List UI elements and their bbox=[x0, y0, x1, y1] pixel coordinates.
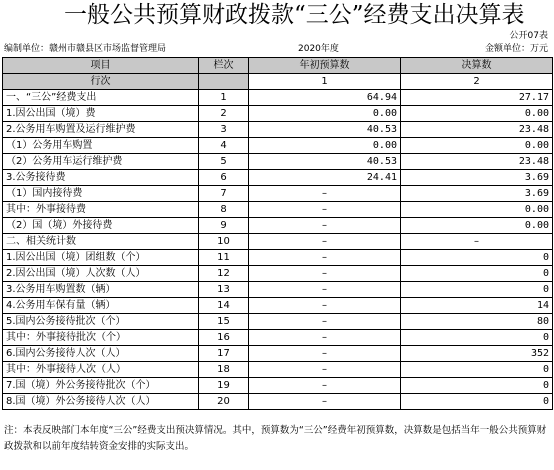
row-budget: – bbox=[249, 218, 401, 234]
row-budget: – bbox=[249, 298, 401, 314]
row-name: 6.国内公务接待人次（人） bbox=[3, 346, 199, 362]
table-row bbox=[3, 394, 553, 410]
row-num: 7 bbox=[199, 186, 249, 202]
row-final: 0 bbox=[401, 330, 553, 346]
row-final: 0.00 bbox=[401, 218, 553, 234]
row-name: 3.公务用车购置数（辆） bbox=[3, 282, 199, 298]
row-num: 13 bbox=[199, 282, 249, 298]
row-name: 1.因公出国（境）费 bbox=[3, 106, 199, 122]
table-row bbox=[3, 90, 553, 106]
table-row bbox=[3, 362, 553, 378]
row-num: 3 bbox=[199, 122, 249, 138]
row-name: （2）国（境）外接待费 bbox=[3, 218, 199, 234]
header-budget-num: 1 bbox=[249, 74, 401, 90]
row-final: 0 bbox=[401, 394, 553, 410]
table-row bbox=[3, 330, 553, 346]
row-num: 14 bbox=[199, 298, 249, 314]
table-row bbox=[3, 106, 553, 122]
row-num: 18 bbox=[199, 362, 249, 378]
row-budget: – bbox=[249, 346, 401, 362]
table-row bbox=[3, 202, 553, 218]
row-name: 7.国（境）外公务接待批次（个） bbox=[3, 378, 199, 394]
row-num: 16 bbox=[199, 330, 249, 346]
row-name: 一、“三公”经费支出 bbox=[3, 90, 199, 106]
row-budget: 64.94 bbox=[249, 90, 401, 106]
row-name: 3.公务接待费 bbox=[3, 170, 199, 186]
row-final: 27.17 bbox=[401, 90, 553, 106]
row-name: 1.因公出国（境）团组数（个） bbox=[3, 250, 199, 266]
row-name: 其中：外事接待批次（个） bbox=[3, 330, 199, 346]
row-budget: – bbox=[249, 394, 401, 410]
row-num: 15 bbox=[199, 314, 249, 330]
header-row-label: 行次 bbox=[3, 74, 199, 90]
row-num: 8 bbox=[199, 202, 249, 218]
row-final: 0 bbox=[401, 362, 553, 378]
row-budget: – bbox=[249, 186, 401, 202]
row-num: 5 bbox=[199, 154, 249, 170]
row-name: 5.国内公务接待批次（个） bbox=[3, 314, 199, 330]
table-row bbox=[3, 250, 553, 266]
header-col: 栏次 bbox=[199, 58, 249, 74]
row-budget: 40.53 bbox=[249, 154, 401, 170]
table-row bbox=[3, 122, 553, 138]
row-final: 80 bbox=[401, 314, 553, 330]
row-num: 11 bbox=[199, 250, 249, 266]
table-ref: 公开07表 bbox=[509, 31, 548, 41]
table-row bbox=[3, 346, 553, 362]
row-final: 23.48 bbox=[401, 154, 553, 170]
table-row bbox=[3, 218, 553, 234]
header-item: 项目 bbox=[3, 58, 199, 74]
row-num: 1 bbox=[199, 90, 249, 106]
table-row bbox=[3, 170, 553, 186]
row-budget: – bbox=[249, 202, 401, 218]
header-col-empty bbox=[199, 74, 249, 90]
row-final: 3.69 bbox=[401, 170, 553, 186]
row-num: 20 bbox=[199, 394, 249, 410]
row-budget: – bbox=[249, 314, 401, 330]
row-budget: 24.41 bbox=[249, 170, 401, 186]
row-final: – bbox=[401, 234, 553, 250]
row-num: 17 bbox=[199, 346, 249, 362]
page-title: 一般公共预算财政拨款“三公”经费支出决算表 bbox=[64, 2, 525, 28]
table-row bbox=[3, 138, 553, 154]
row-final: 23.48 bbox=[401, 122, 553, 138]
row-num: 12 bbox=[199, 266, 249, 282]
table-row bbox=[3, 298, 553, 314]
table-row bbox=[3, 154, 553, 170]
year-label: 2020年度 bbox=[298, 44, 339, 54]
row-num: 6 bbox=[199, 170, 249, 186]
row-final: 0 bbox=[401, 378, 553, 394]
money-unit-label: 金额单位：万元 bbox=[484, 44, 548, 54]
expense-table bbox=[2, 57, 553, 410]
table-row bbox=[3, 186, 553, 202]
row-budget: 0.00 bbox=[249, 138, 401, 154]
unit-label: 编制单位：赣州市赣县区市场监督管理局 bbox=[4, 44, 167, 54]
row-num: 2 bbox=[199, 106, 249, 122]
row-name: 其中：外事接待费 bbox=[3, 202, 199, 218]
row-name: 8.国（境）外公务接待人次（人） bbox=[3, 394, 199, 410]
header-final-num: 2 bbox=[401, 74, 553, 90]
row-budget: – bbox=[249, 282, 401, 298]
row-budget: – bbox=[249, 266, 401, 282]
row-final: 14 bbox=[401, 298, 553, 314]
row-name: （1）国内接待费 bbox=[3, 186, 199, 202]
row-name: （2）公务用车运行维护费 bbox=[3, 154, 199, 170]
footnote: 注：本表反映部门本年度“三公”经费支出预决算情况。其中，预算数为“三公”经费年初预算数，决算数是包括当年一般公共预算财政拨款和以前年度结转资金安排的实际支出。 bbox=[4, 425, 547, 452]
table-row bbox=[3, 234, 553, 250]
row-name: 2.因公出国（境）人次数（人） bbox=[3, 266, 199, 282]
row-budget: – bbox=[249, 378, 401, 394]
row-budget: – bbox=[249, 250, 401, 266]
row-final: 3.69 bbox=[401, 186, 553, 202]
table-row bbox=[3, 314, 553, 330]
row-final: 0 bbox=[401, 250, 553, 266]
header-row bbox=[3, 58, 553, 74]
row-final: 0.00 bbox=[401, 138, 553, 154]
row-final: 352 bbox=[401, 346, 553, 362]
row-budget: 0.00 bbox=[249, 106, 401, 122]
row-final: 0.00 bbox=[401, 202, 553, 218]
row-num: 10 bbox=[199, 234, 249, 250]
row-name: （1）公务用车购置 bbox=[3, 138, 199, 154]
row-final: 0 bbox=[401, 282, 553, 298]
header-final: 决算数 bbox=[401, 58, 553, 74]
row-name: 4.公务用车保有量（辆） bbox=[3, 298, 199, 314]
row-budget: 40.53 bbox=[249, 122, 401, 138]
row-budget: – bbox=[249, 362, 401, 378]
row-num: 19 bbox=[199, 378, 249, 394]
row-budget: – bbox=[249, 330, 401, 346]
table-row bbox=[3, 266, 553, 282]
row-num: 9 bbox=[199, 218, 249, 234]
row-final: 0 bbox=[401, 266, 553, 282]
row-budget: – bbox=[249, 234, 401, 250]
table-row bbox=[3, 282, 553, 298]
header-row-index bbox=[3, 74, 553, 90]
row-name: 其中：外事接待人次（人） bbox=[3, 362, 199, 378]
row-name: 二、相关统计数 bbox=[3, 234, 199, 250]
row-name: 2.公务用车购置及运行维护费 bbox=[3, 122, 199, 138]
row-final: 0.00 bbox=[401, 106, 553, 122]
row-num: 4 bbox=[199, 138, 249, 154]
header-budget: 年初预算数 bbox=[249, 58, 401, 74]
table-row bbox=[3, 378, 553, 394]
